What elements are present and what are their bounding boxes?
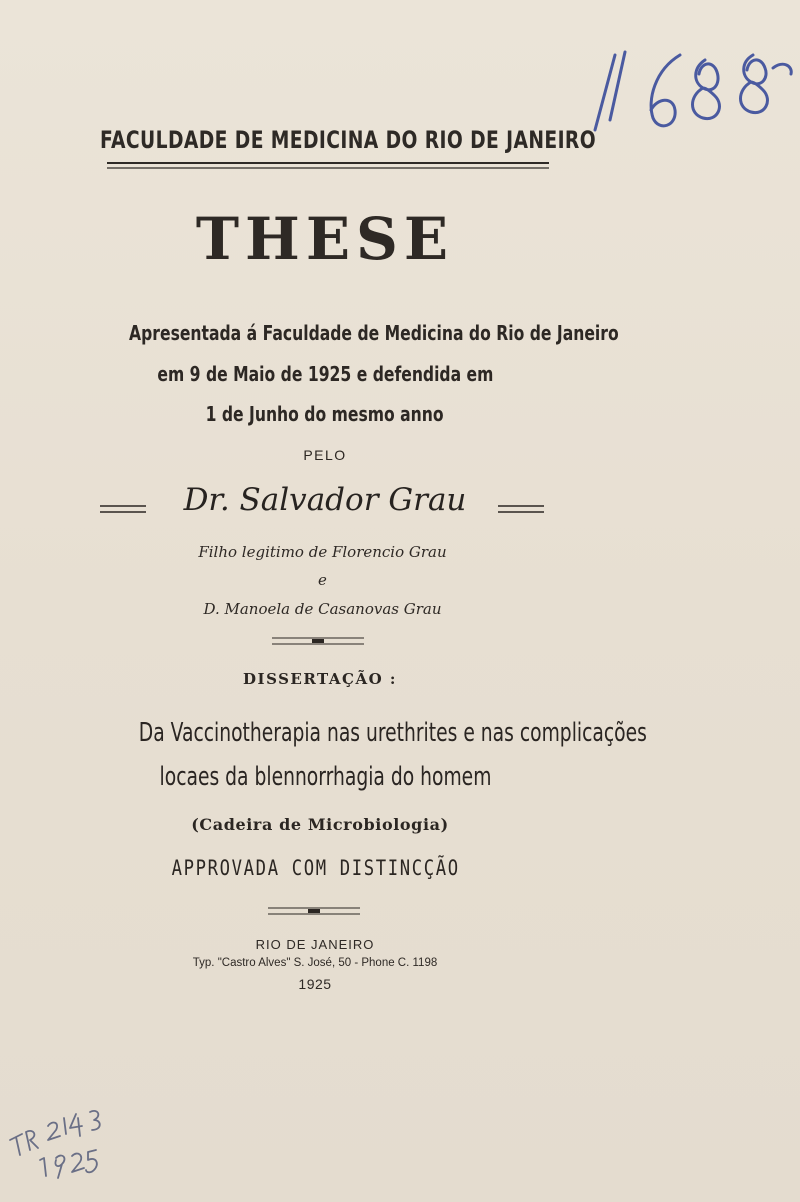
author-right-rule [498, 503, 544, 515]
handwritten-number-text: 11688 [585, 40, 589, 41]
faculty-heading: FACULDADE DE MEDICINA DO RIO DE JANEIRO [100, 126, 597, 154]
shelf-mark-text: TR 2143 1925 [0, 1100, 8, 1101]
dissertation-label: DISSERTAÇÃO : [243, 670, 397, 688]
thesis-title-line-1: Da Vaccinotherapia nas urethrites e nas complicações [138, 718, 647, 748]
chair-subject: (Cadeira de Microbiologia) [191, 815, 449, 834]
faculty-double-rule [107, 161, 549, 171]
pencil-shelf-mark [0, 1100, 110, 1185]
imprint-printer: Typ. "Castro Alves" S. José, 50 - Phone C. 1198 [192, 957, 438, 969]
by-label: PELO [303, 447, 347, 463]
document-type-title: THESE [195, 205, 455, 273]
presented-line-1: Apresentada á Faculdade de Medicina do Rio de Janeiro [129, 321, 619, 345]
author-name: Dr. Salvador Grau [183, 482, 467, 518]
author-left-rule [100, 503, 146, 515]
ornament-divider-bottom [268, 906, 360, 916]
thesis-title-line-2: locaes da blennorrhagia do homem [159, 762, 491, 792]
approval-note: APPROVADA COM DISTINCÇÃO [171, 856, 460, 880]
mother-line: D. Manoela de Casanovas Grau [203, 600, 442, 618]
presented-line-2: em 9 de Maio de 1925 e defendida em [156, 362, 494, 386]
conjunction: e [318, 571, 327, 589]
imprint-year: 1925 [298, 976, 332, 992]
handwritten-catalog-number [585, 40, 800, 150]
presented-line-3: 1 de Junho do mesmo anno [205, 402, 445, 426]
imprint-city: RIO DE JANEIRO [255, 937, 375, 952]
ornament-divider-top [272, 636, 364, 646]
father-line: Filho legitimo de Florencio Grau [198, 543, 447, 561]
